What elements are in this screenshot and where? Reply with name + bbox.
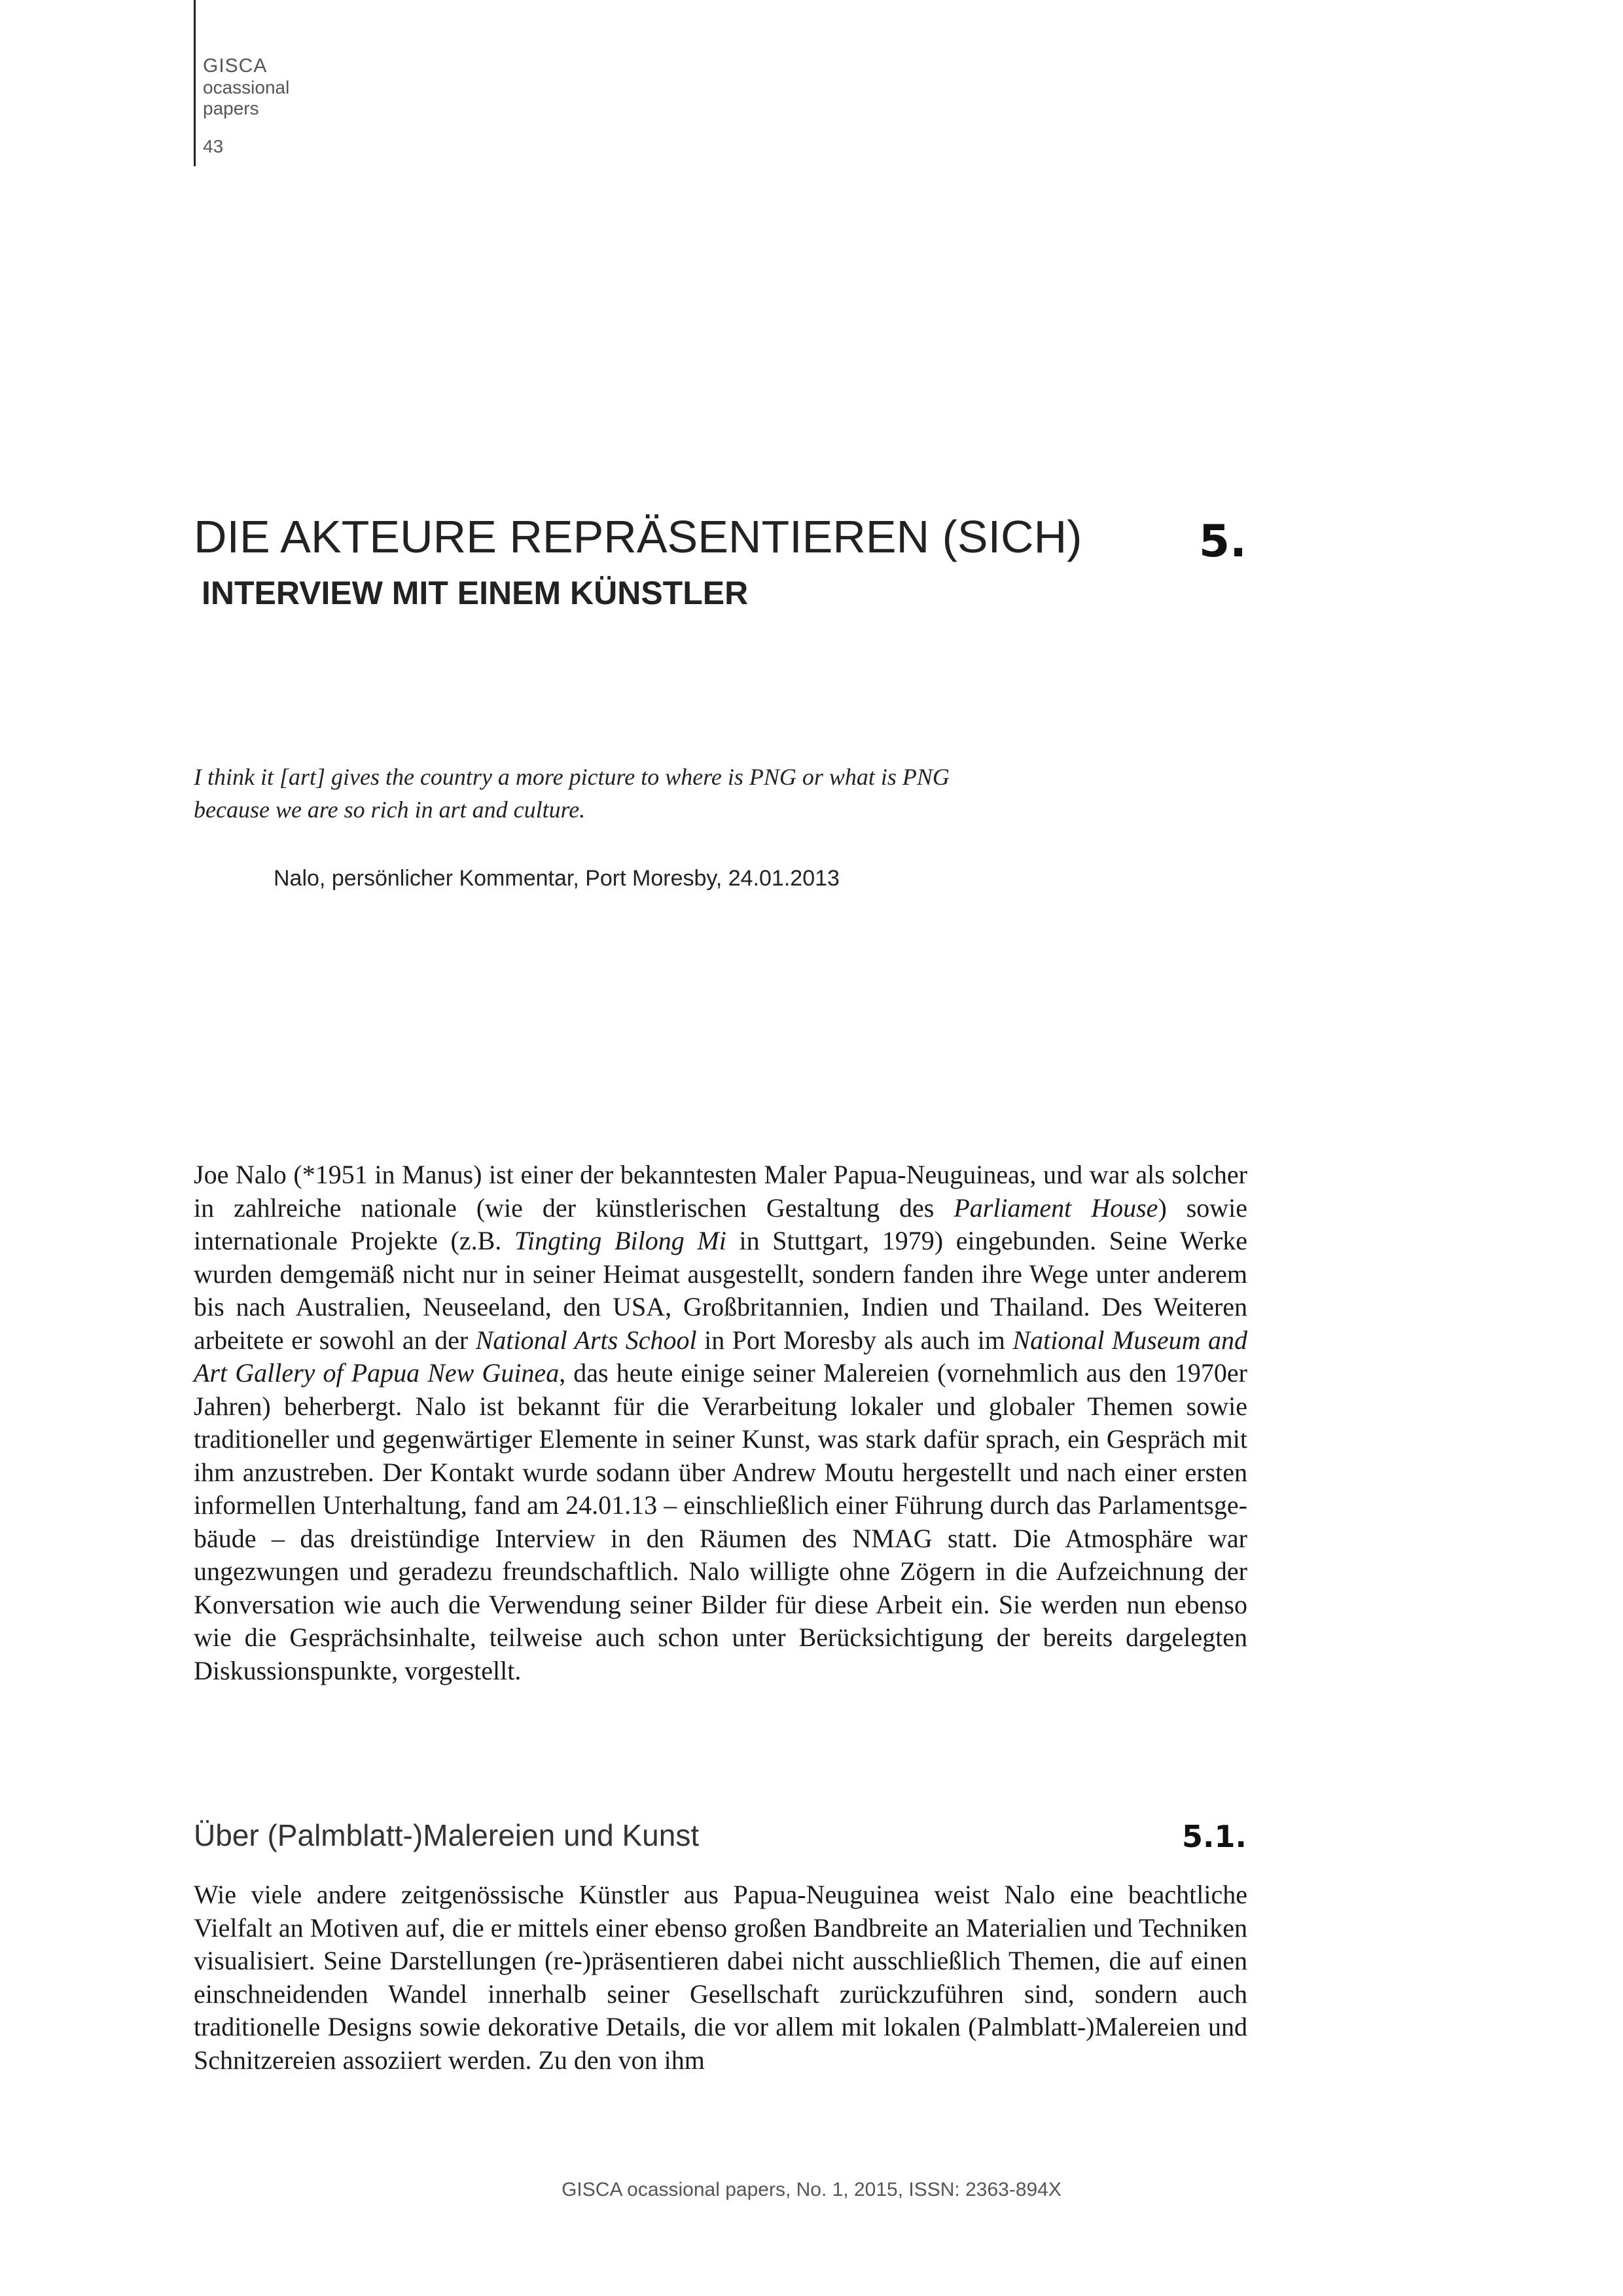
running-header (203, 55, 289, 157)
intro-text (194, 1158, 1247, 1687)
section-text: Wie viele andere zeitgenössische Künstler aus Papua-Neuguinea weist Nalo eine beachtliche Vielfalt an Motiven auf, die er mittels einer ebenso großen Bandbreite an Materialien und Techniken visualisiert. Seine Darstellungen (re-)präsentieren dabei nicht ausschließlich Themen, die auf einen einschneidenden Wandel innerhalb seiner Gesellschaft zurückzuführen sind, sondern auch traditionelle Designs sowie dekorative Details, die vor allem mit lokalen (Palmblatt-)Malereien und Schnitzereien assoziiert werden. Zu den von ihm (194, 1880, 1247, 2075)
intro-italic-4: National Museum and Art Gallery of Papua New Guinea (194, 1325, 1248, 1388)
header-line-2: ocassional (203, 77, 290, 98)
epigraph-line-2: because we are so rich in art and culture. (194, 797, 586, 823)
chapter-title: DIE AKTEURE REPRÄSENTIEREN (SICH) (194, 511, 1082, 562)
intro-span-4: in Port Moresby als auch im (696, 1325, 1013, 1355)
intro-span-1: Joe Nalo (*1951 in Manus) ist einer der bekanntesten Maler Papua-Neuguineas, und war als solcher in zahlreiche nationale (wie der künstlerischen Gestaltung des (194, 1160, 1247, 1223)
header-line-3: papers (203, 98, 259, 118)
intro-italic-3: National Arts School (475, 1325, 697, 1355)
header-line-1: GISCA (203, 55, 268, 77)
intro-italic-2: Tingting Bilong Mi (514, 1226, 726, 1255)
epigraph-source: Nalo, persönlicher Kommentar, Port Moresby, 24.01.2013 (274, 866, 840, 891)
page-number: 43 (203, 136, 224, 156)
intro-paragraph (194, 1158, 1247, 1687)
header-rule (194, 0, 196, 166)
chapter-number: 5. (1198, 516, 1247, 567)
section-title: Über (Palmblatt-)Malereien und Kunst (194, 1818, 700, 1852)
intro-italic-1: Parliament House (954, 1193, 1158, 1223)
intro-span-3: in Stuttgart, 1979) eingebunden. Seine Werke wurden demgemäß nicht nur in seiner Heimat ausgestellt, sondern fanden ihre Wege unter anderem bis nach Australien, Neuseeland, den USA, Großbritannien, Indien und Thailand. Des Weiteren arbeitete er sowohl an der (194, 1226, 1247, 1355)
intro-span-5: , das heute einige seiner Malereien (vornehmlich aus den 1970er Jahren) beherbergt. Nalo ist bekannt für die Verarbeitung lokaler und globaler Themen sowie traditioneller und gegenwärtiger Elemente in seiner Kunst, was stark dafür sprach, ein Gespräch mit ihm anzustreben. Der Kontakt wurde sodann über Andrew Moutu hergestellt und nach einer ersten informellen Unterhaltung, fand am 24.01.13 – einschließlich einer Führung durch das Parlamentsgebäude – das dreistündige Interview in den Räumen des NMAG statt. Die Atmosphäre war ungezwungen und geradezu freundschaftlich. Nalo willigte ohne Zögern in die Aufzeichnung der Konversation wie auch die Verwendung seiner Bilder für diese Arbeit ein. Sie werden nun ebenso wie die Gesprächsinhalte, teilweise auch schon unter Berücksichtigung der bereits dargelegten Diskussionspunkte, vorgestellt. (194, 1358, 1248, 1685)
intro-span-2: ) sowie internationale Projekte (z.B. (194, 1193, 1248, 1255)
section-number: 5.1. (1182, 1819, 1247, 1854)
epigraph-quote (194, 761, 1044, 826)
chapter-subtitle: INTERVIEW MIT EINEM KÜNSTLER (202, 575, 749, 611)
epigraph-line-1: I think it [art] gives the country a more picture to where is PNG or what is PNG (194, 764, 950, 790)
section-paragraph (194, 1878, 1247, 2077)
page-footer: GISCA ocassional papers, No. 1, 2015, ISSN: 2363-894X (562, 2179, 1061, 2200)
